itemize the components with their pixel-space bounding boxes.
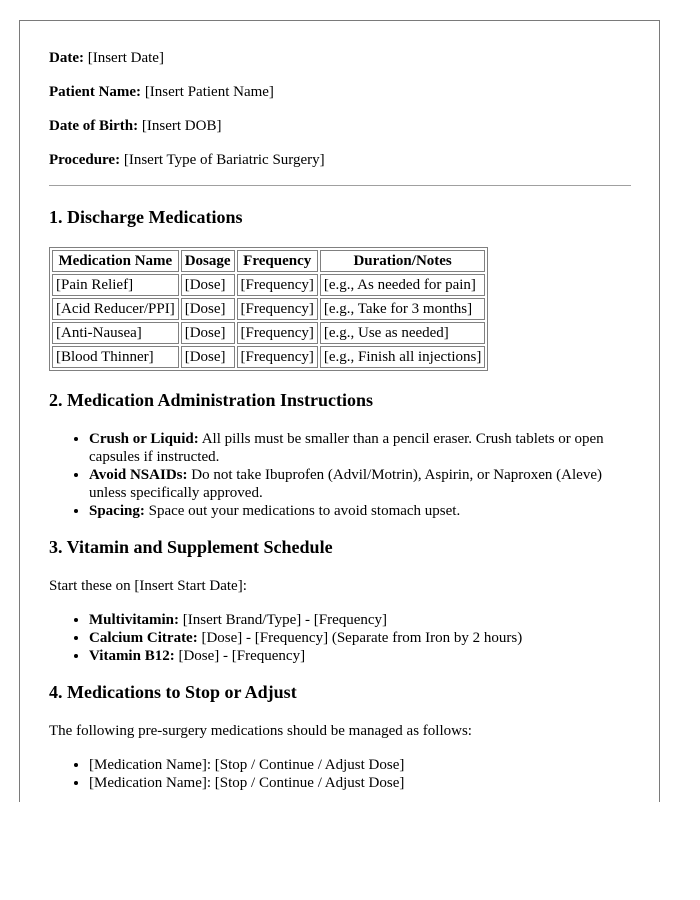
vitamin-schedule-list — [49, 611, 631, 665]
list-item — [89, 647, 631, 665]
dob-label: Date of Birth: — [49, 118, 139, 134]
table-cell: [Pain Relief] — [52, 274, 179, 296]
column-header-frequency: Frequency — [237, 250, 318, 272]
list-item-text: [Dose] - [Frequency] (Separate from Iron by 2 hours) — [197, 630, 523, 646]
table-cell: [Acid Reducer/PPI] — [52, 298, 179, 320]
column-header-duration-notes: Duration/Notes — [320, 250, 485, 272]
table-cell: [Dose] — [181, 298, 235, 320]
dob-line — [49, 117, 631, 135]
list-item — [89, 466, 631, 502]
list-item-text: All pills must be smaller than a pencil eraser. Crush tablets or open capsules if instructed. — [89, 431, 604, 465]
column-header-medication-name: Medication Name — [52, 250, 179, 272]
list-item-label: Spacing: — [89, 503, 145, 519]
administration-instructions-list — [49, 430, 631, 520]
column-header-dosage: Dosage — [181, 250, 235, 272]
list-item-label: Avoid NSAIDs: — [89, 467, 188, 483]
list-item-label: Multivitamin: — [89, 612, 179, 628]
table-header-row — [52, 250, 485, 272]
list-item — [89, 502, 631, 520]
vitamin-schedule-intro: Start these on [Insert Start Date]: — [49, 578, 247, 594]
section-title-administration-instructions: 2. Medication Administration Instructions — [49, 390, 374, 410]
date-value: [Insert Date] — [83, 50, 164, 66]
list-item — [89, 430, 631, 466]
procedure-label: Procedure: — [49, 152, 121, 168]
table-cell: [Frequency] — [237, 322, 318, 344]
stop-or-adjust-list — [49, 756, 631, 792]
table-cell: [Frequency] — [237, 346, 318, 368]
table-row — [52, 298, 485, 320]
table-cell: [e.g., Finish all injections] — [320, 346, 485, 368]
list-item-text: Space out your medications to avoid stomach upset. — [144, 503, 461, 519]
section-title-vitamin-schedule: 3. Vitamin and Supplement Schedule — [49, 537, 333, 557]
stop-or-adjust-intro: The following pre-surgery medications should be managed as follows: — [49, 723, 472, 739]
table-cell: [Frequency] — [237, 274, 318, 296]
list-item — [89, 611, 631, 629]
procedure-value: [Insert Type of Bariatric Surgery] — [120, 152, 325, 168]
list-item — [89, 629, 631, 647]
list-item-text: [Insert Brand/Type] - [Frequency] — [179, 612, 388, 628]
list-item: • [Medication Name]: [Stop / Continue / Adjust Dose] — [89, 756, 631, 774]
table-row — [52, 322, 485, 344]
table-cell: [Dose] — [181, 322, 235, 344]
table-cell: [e.g., As needed for pain] — [320, 274, 485, 296]
list-item-label: Vitamin B12: — [89, 648, 175, 664]
patient-name-value: [Insert Patient Name] — [141, 84, 274, 100]
table-cell: [e.g., Take for 3 months] — [320, 298, 485, 320]
patient-name-line — [49, 83, 631, 101]
list-item-label: Crush or Liquid: — [89, 431, 199, 447]
section-title-discharge-medications: 1. Discharge Medications — [49, 207, 243, 227]
list-item-label: Calcium Citrate: — [89, 630, 198, 646]
section-title-stop-or-adjust: 4. Medications to Stop or Adjust — [49, 682, 297, 702]
list-item: • [Medication Name]: [Stop / Continue / Adjust Dose] — [89, 774, 631, 792]
patient-name-label: Patient Name: — [49, 84, 142, 100]
table-cell: [e.g., Use as needed] — [320, 322, 485, 344]
list-item-text: Do not take Ibuprofen (Advil/Motrin), Aspirin, or Naproxen (Aleve) unless specifically approved. — [89, 467, 602, 501]
table-cell: [Dose] — [181, 346, 235, 368]
document-page — [19, 20, 660, 802]
table-cell: [Blood Thinner] — [52, 346, 179, 368]
dob-value: [Insert DOB] — [138, 118, 222, 134]
date-label: Date: — [49, 50, 84, 66]
header-divider — [49, 185, 631, 186]
date-line — [49, 49, 631, 67]
discharge-medications-table — [49, 247, 488, 371]
table-cell: [Frequency] — [237, 298, 318, 320]
table-row — [52, 346, 485, 368]
procedure-line — [49, 151, 631, 169]
table-cell: [Anti-Nausea] — [52, 322, 179, 344]
table-cell: [Dose] — [181, 274, 235, 296]
list-item-text: [Dose] - [Frequency] — [174, 648, 306, 664]
table-row — [52, 274, 485, 296]
